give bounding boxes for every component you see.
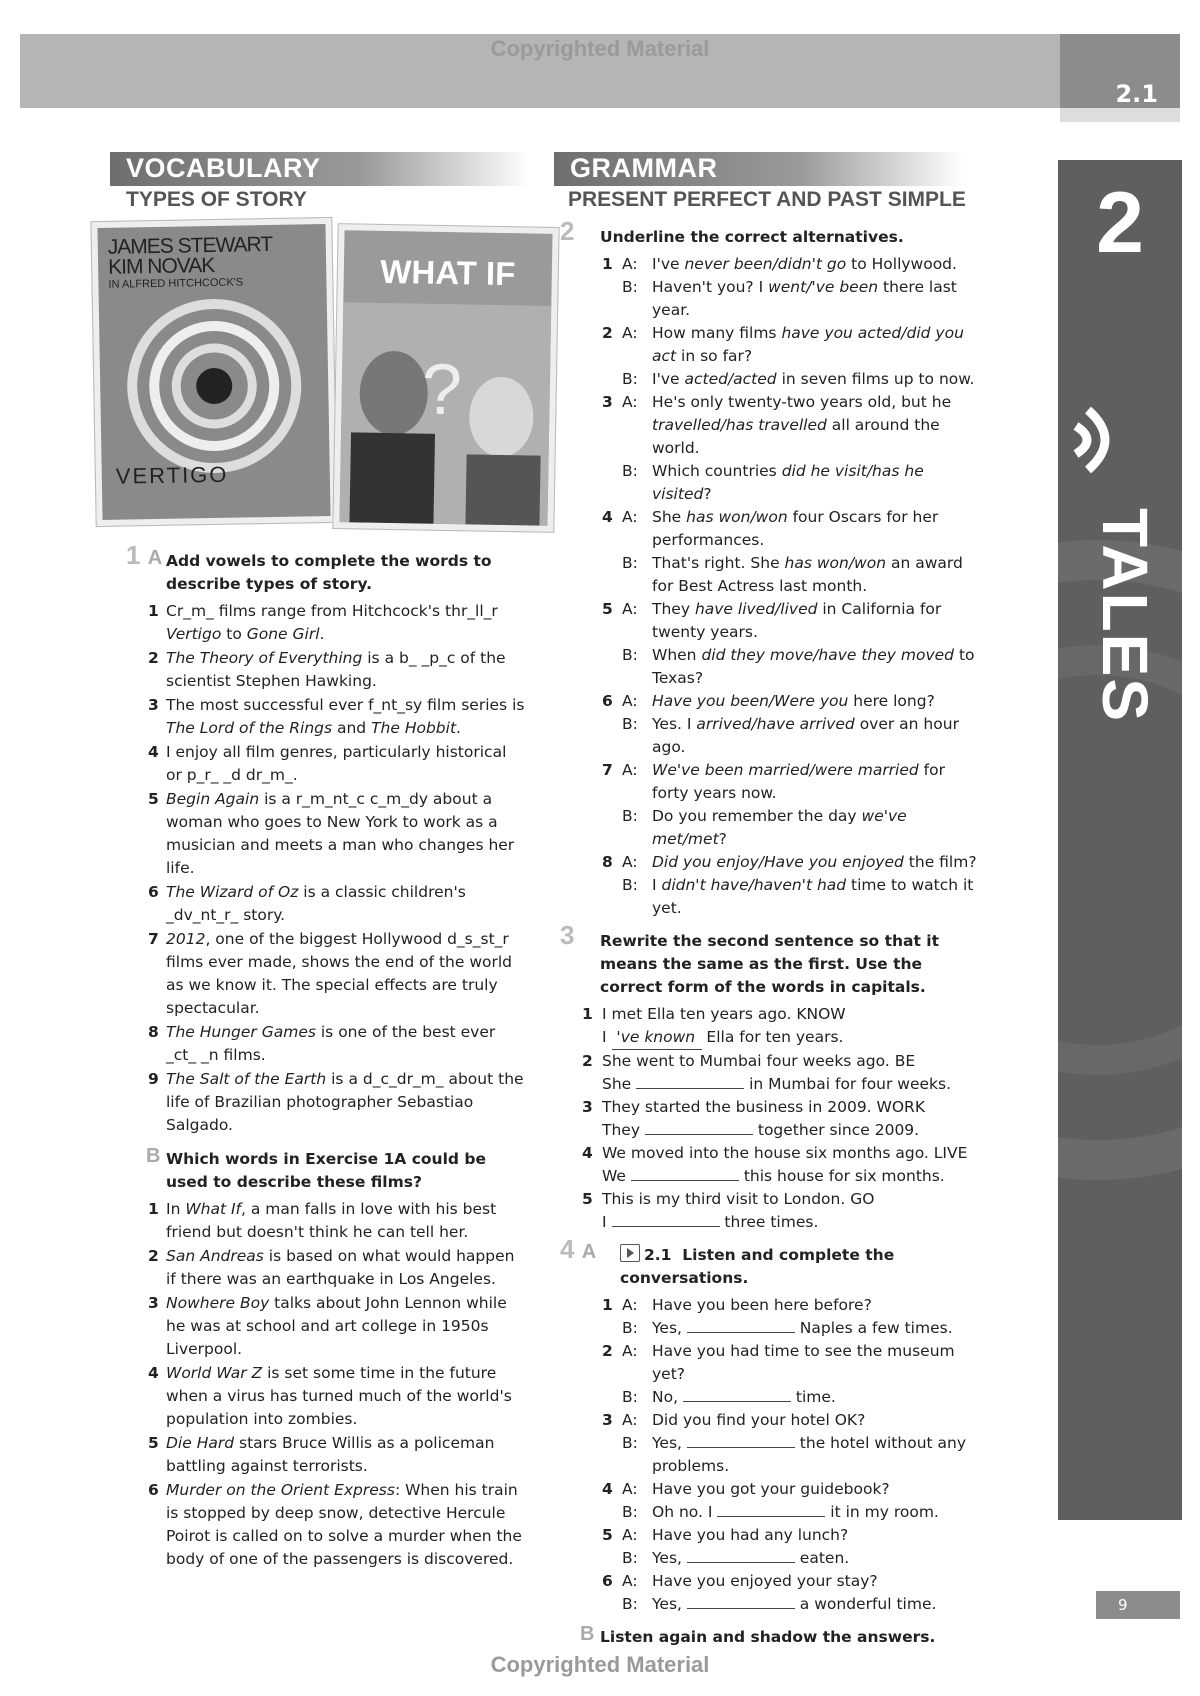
exercise-1-num: 1 (126, 540, 141, 570)
speaker-label: A: (622, 692, 638, 710)
speaker-label: A: (622, 508, 638, 526)
rewrite-sentence: I three times. (602, 1213, 819, 1231)
item-text: Murder on the Orient Express: When his train is stopped by deep snow, detective Hercule Poirot is called on to solve a murder when the body of one of the passengers is discovered. (166, 1481, 522, 1568)
unit-tab (1060, 34, 1180, 108)
vertigo-title: VERTIGO (115, 461, 229, 489)
exercise-1b-item (126, 1362, 526, 1431)
speaker-label: A: (622, 1296, 638, 1314)
speaker-label: A: (622, 1572, 638, 1590)
exercise-1b-item (126, 1432, 526, 1478)
dialogue-text: No, time. (652, 1388, 836, 1406)
item-text: The Salt of the Earth is a d_c_dr_m_ about the life of Brazilian photographer Sebastiao Salgado. (166, 1070, 524, 1134)
item-number: 6 (148, 883, 159, 901)
speaker-label: A: (622, 1480, 638, 1498)
vocabulary-subtitle: TYPES OF STORY (126, 188, 307, 211)
item-text: In What If, a man falls in love with his best friend but doesn't think he can tell her. (166, 1200, 497, 1241)
exercise-3-items (560, 1003, 980, 1234)
exercise-2-line (560, 368, 980, 391)
exercise-2-line (560, 759, 980, 805)
exercise-1a-item (126, 788, 526, 880)
original-sentence: We moved into the house six months ago. LIVE (602, 1144, 968, 1162)
exercise-3-item (560, 1096, 980, 1142)
item-text: World War Z is set some time in the future when a virus has turned much of the world's population into zombies. (166, 1364, 512, 1428)
exercise-2-number: 2 (560, 216, 575, 246)
vertigo-cast-line3: IN ALFRED HITCHCOCK'S (108, 276, 244, 291)
rewrite-sentence: We this house for six months. (602, 1167, 945, 1185)
exercise-1a-item (126, 881, 526, 927)
exercise-2-line (560, 644, 980, 690)
item-number: 3 (602, 1411, 613, 1429)
exercise-2-line (560, 322, 980, 368)
exercise-4a-line (560, 1478, 980, 1501)
exercise-4a-line (560, 1547, 980, 1570)
answer-blank[interactable] (687, 1562, 795, 1563)
page-number: 9 (1096, 1591, 1180, 1619)
item-text: Die Hard stars Bruce Willis as a policeman battling against terrorists. (166, 1434, 495, 1475)
dialogue-text: When did they move/have they moved to Texas? (652, 646, 975, 687)
exercise-4b-instruction (560, 1623, 980, 1649)
exercise-2-line (560, 276, 980, 322)
dialogue-text: Which countries did he visit/has he visited? (652, 462, 924, 503)
item-number: 6 (602, 1572, 613, 1590)
exercise-4a-line (560, 1524, 980, 1547)
item-number: 4 (602, 1480, 613, 1498)
exercise-4a-line (560, 1570, 980, 1593)
speaker-label: B: (622, 646, 638, 664)
item-text: The Hunger Games is one of the best ever _ct_ _n films. (166, 1023, 496, 1064)
answer-blank[interactable] (645, 1134, 753, 1135)
dialogue-text: Do you remember the day we've met/met? (652, 807, 907, 848)
speaker-label: B: (622, 807, 638, 825)
exercise-2-text: Underline the correct alternatives. (600, 228, 904, 246)
exercise-2-instruction (560, 216, 980, 249)
unit-number: 2 (1096, 175, 1144, 271)
grammar-subtitle: PRESENT PERFECT AND PAST SIMPLE (568, 188, 966, 211)
dialogue-text: Did you find your hotel OK? (652, 1411, 866, 1429)
item-number: 5 (148, 1434, 159, 1452)
item-number: 2 (602, 324, 613, 342)
item-text: Nowhere Boy talks about John Lennon while he was at school and art college in 1950s Liverpool. (166, 1294, 507, 1358)
item-number: 1 (148, 602, 159, 620)
answer-blank[interactable] (612, 1226, 720, 1227)
item-number: 8 (148, 1023, 159, 1041)
item-number: 3 (602, 393, 613, 411)
answer-blank[interactable] (631, 1180, 739, 1181)
exercise-3-item (560, 1050, 980, 1096)
speaker-label: B: (622, 554, 638, 572)
item-number: 1 (582, 1005, 593, 1023)
item-number: 1 (602, 1296, 613, 1314)
speaker-label: B: (622, 1503, 638, 1521)
exercise-4a-text: Listen and complete the conversations. (620, 1246, 895, 1287)
rewrite-sentence: They together since 2009. (602, 1121, 920, 1139)
dialogue-text: I didn't have/haven't had time to watch it yet. (652, 876, 974, 917)
item-number: 6 (148, 1481, 159, 1499)
exercise-2-line (560, 598, 980, 644)
unit-tab-label: 2.1 (1115, 80, 1158, 108)
grammar-title: GRAMMAR (570, 153, 718, 183)
dialogue-text: Have you had time to see the museum yet? (652, 1342, 955, 1383)
footer-copyright: Copyrighted Material (490, 1652, 710, 1677)
exercise-2-items (560, 253, 980, 920)
rewrite-sentence: She in Mumbai for four weeks. (602, 1075, 952, 1093)
item-number: 2 (148, 1247, 159, 1265)
exercise-2-line (560, 713, 980, 759)
dialogue-text: Have you had any lunch? (652, 1526, 849, 1544)
item-number: 4 (148, 1364, 159, 1382)
exercise-4a-line (560, 1593, 980, 1616)
exercise-4a-line (560, 1409, 980, 1432)
exercise-2-line (560, 690, 980, 713)
exercise-4a-items (560, 1294, 980, 1616)
dialogue-text: I've never been/didn't go to Hollywood. (652, 255, 957, 273)
speaker-label: A: (622, 324, 638, 342)
answer-blank[interactable] (683, 1401, 791, 1402)
original-sentence: She went to Mumbai four weeks ago. BE (602, 1052, 916, 1070)
item-number: 7 (602, 761, 613, 779)
exercise-1a-item (126, 928, 526, 1020)
item-number: 1 (148, 1200, 159, 1218)
original-sentence: They started the business in 2009. WORK (602, 1098, 925, 1116)
exercise-4-number (560, 1234, 597, 1264)
dialogue-text: She has won/won four Oscars for her performances. (652, 508, 939, 549)
exercise-1b-letter: B (146, 1145, 161, 1167)
vocabulary-title: VOCABULARY (126, 153, 321, 183)
exercise-4a-letter: A (581, 1241, 597, 1263)
item-number: 5 (602, 1526, 613, 1544)
audio-play-icon[interactable] (620, 1244, 640, 1262)
item-number: 1 (602, 255, 613, 273)
answer-blank[interactable]: 've known (612, 1026, 702, 1050)
speaker-label: A: (622, 255, 638, 273)
speaker-label: A: (622, 1526, 638, 1544)
vocabulary-header (110, 152, 530, 186)
original-sentence: This is my third visit to London. GO (602, 1190, 875, 1208)
speaker-label: A: (622, 600, 638, 618)
dialogue-text: Oh no. I it in my room. (652, 1503, 939, 1521)
speaker-label: B: (622, 1388, 638, 1406)
exercise-3-item (560, 1188, 980, 1234)
item-number: 7 (148, 930, 159, 948)
exercise-4b-text: Listen again and shadow the answers. (600, 1628, 936, 1646)
exercise-2-line (560, 851, 980, 874)
grammar-exercises (560, 216, 980, 1653)
svg-text:?: ? (421, 349, 463, 431)
exercise-4a-instruction (560, 1234, 980, 1290)
speech-waves-icon (1058, 400, 1182, 480)
whatif-title: WHAT IF (380, 252, 516, 293)
speaker-label: B: (622, 1434, 638, 1452)
exercise-4b-letter: B (580, 1623, 595, 1645)
item-text: San Andreas is based on what would happen if there was an earthquake in Los Angeles. (166, 1247, 515, 1288)
speaker-label: A: (622, 1411, 638, 1429)
item-number: 4 (148, 743, 159, 761)
item-number: 4 (582, 1144, 593, 1162)
item-text: The most successful ever f_nt_sy film series is The Lord of the Rings and The Hobbit. (166, 696, 525, 737)
answer-blank[interactable] (687, 1608, 795, 1609)
dialogue-text: We've been married/were married for forty years now. (652, 761, 945, 802)
exercise-1a-item (126, 600, 526, 646)
dialogue-text: Yes, Naples a few times. (652, 1319, 953, 1337)
item-number: 5 (582, 1190, 593, 1208)
exercise-1a-item (126, 1021, 526, 1067)
answer-blank[interactable] (717, 1516, 825, 1517)
dialogue-text: They have lived/lived in California for twenty years. (652, 600, 942, 641)
item-text: Cr_m_ films range from Hitchcock's thr_ll_r Vertigo to Gone Girl. (166, 602, 498, 643)
dialogue-text: Have you got your guidebook? (652, 1480, 890, 1498)
exercise-4-num: 4 (560, 1234, 575, 1264)
exercise-1b-items (126, 1198, 526, 1571)
exercise-2-line (560, 391, 980, 460)
exercise-1b-item (126, 1245, 526, 1291)
item-number: 2 (148, 649, 159, 667)
dialogue-text: Yes, the hotel without any problems. (652, 1434, 967, 1475)
vertigo-cast-line1: JAMES STEWART (107, 232, 273, 259)
side-tab-circles (1058, 160, 1182, 1520)
dialogue-text: How many films have you acted/did you act in so far? (652, 324, 964, 365)
vocabulary-exercises (126, 540, 526, 1572)
exercise-4a-line (560, 1294, 980, 1317)
speaker-label: B: (622, 1595, 638, 1613)
answer-blank[interactable] (687, 1332, 795, 1333)
grammar-header (554, 152, 964, 186)
dialogue-text: Did you enjoy/Have you enjoyed the film? (652, 853, 977, 871)
exercise-4a-line (560, 1317, 980, 1340)
exercise-4b-number (580, 1620, 594, 1646)
exercise-2-line (560, 253, 980, 276)
exercise-1a-instruction (126, 540, 526, 596)
exercise-1b-number (146, 1142, 160, 1168)
exercise-1a-letter: A (147, 547, 163, 569)
exercise-1a-item (126, 1068, 526, 1137)
speaker-label: A: (622, 761, 638, 779)
unit-title: TALES (1089, 508, 1161, 724)
whatif-poster (333, 224, 558, 532)
unit-tab-shadow (1060, 108, 1180, 122)
dialogue-text: Haven't you? I went/'ve been there last year. (652, 278, 957, 319)
exercise-1a-item (126, 694, 526, 740)
exercise-2-line (560, 805, 980, 851)
speaker-label: B: (622, 462, 638, 480)
item-text: I enjoy all film genres, particularly historical or p_r_ _d dr_m_. (166, 743, 507, 784)
dialogue-text: Yes, a wonderful time. (652, 1595, 937, 1613)
rewrite-sentence: I 've known Ella for ten years. (602, 1026, 980, 1050)
item-number: 4 (602, 508, 613, 526)
dialogue-text: I've acted/acted in seven films up to now. (652, 370, 975, 388)
item-number: 5 (148, 790, 159, 808)
speaker-label: B: (622, 715, 638, 733)
exercise-3-item (560, 1142, 980, 1188)
header-copyright: Copyrighted Material (490, 36, 710, 61)
exercise-2-line (560, 874, 980, 920)
speaker-label: B: (622, 1549, 638, 1567)
exercise-1b-item (126, 1198, 526, 1244)
whatif-couple-image (339, 302, 551, 526)
item-text: The Wizard of Oz is a classic children's _dv_nt_r_ story. (166, 883, 466, 924)
dialogue-text: Have you been here before? (652, 1296, 872, 1314)
item-number: 2 (582, 1052, 593, 1070)
dialogue-text: Have you been/Were you here long? (652, 692, 935, 710)
item-number: 5 (602, 600, 613, 618)
audio-track-number: 2.1 (644, 1246, 672, 1264)
exercise-3-text: Rewrite the second sentence so that it means the same as the first. Use the correct form of the words in capitals. (600, 932, 940, 996)
exercise-1-number (126, 540, 163, 570)
exercise-4a-line (560, 1432, 980, 1478)
exercise-1a-item (126, 741, 526, 787)
exercise-1a-item (126, 647, 526, 693)
item-number: 2 (602, 1342, 613, 1360)
dialogue-text: He's only twenty-two years old, but he travelled/has travelled all around the world. (652, 393, 952, 457)
vertigo-poster (91, 218, 336, 526)
item-text: 2012, one of the biggest Hollywood d_s_st_r films ever made, shows the end of the world as we know it. The special effects are truly spectacular. (166, 930, 513, 1017)
exercise-1b-text: Which words in Exercise 1A could be used to describe these films? (166, 1150, 486, 1191)
exercise-1a-items (126, 600, 526, 1137)
exercise-4a-line (560, 1501, 980, 1524)
answer-blank[interactable] (687, 1447, 795, 1448)
item-number: 3 (148, 1294, 159, 1312)
speaker-label: A: (622, 393, 638, 411)
item-number: 3 (582, 1098, 593, 1116)
dialogue-text: Yes. I arrived/have arrived over an hour ago. (652, 715, 959, 756)
speaker-label: B: (622, 370, 638, 388)
item-number: 3 (148, 696, 159, 714)
exercise-1b-item (126, 1292, 526, 1361)
exercise-4a-line (560, 1386, 980, 1409)
speaker-label: B: (622, 876, 638, 894)
item-number: 9 (148, 1070, 159, 1088)
vertigo-cast (107, 232, 273, 292)
exercise-1b-instruction (126, 1145, 526, 1194)
item-text: The Theory of Everything is a b_ _p_c of the scientist Stephen Hawking. (166, 649, 506, 690)
speaker-label: A: (622, 1342, 638, 1360)
dialogue-text: Have you enjoyed your stay? (652, 1572, 878, 1590)
answer-blank[interactable] (636, 1088, 744, 1089)
exercise-3-instruction (560, 920, 980, 999)
original-sentence: I met Ella ten years ago. KNOW (602, 1005, 846, 1023)
dialogue-text: Yes, eaten. (652, 1549, 850, 1567)
exercise-3-number: 3 (560, 920, 575, 950)
speaker-label: A: (622, 853, 638, 871)
exercise-4a-line (560, 1340, 980, 1386)
item-number: 8 (602, 853, 613, 871)
item-text: Begin Again is a r_m_nt_c c_m_dy about a woman who goes to New York to work as a musician and meets a man who changes her life. (166, 790, 515, 877)
side-unit-tab (1058, 160, 1182, 1520)
speaker-label: B: (622, 278, 638, 296)
vertigo-cast-line2: KIM NOVAK (107, 253, 215, 279)
exercise-1a-text: Add vowels to complete the words to describe types of story. (166, 552, 492, 593)
exercise-2-line (560, 506, 980, 552)
exercise-1b-item (126, 1479, 526, 1571)
item-number: 6 (602, 692, 613, 710)
dialogue-text: That's right. She has won/won an award for Best Actress last month. (652, 554, 963, 595)
exercise-3-item (560, 1003, 980, 1050)
exercise-2-line (560, 460, 980, 506)
exercise-2-line (560, 552, 980, 598)
speaker-label: B: (622, 1319, 638, 1337)
